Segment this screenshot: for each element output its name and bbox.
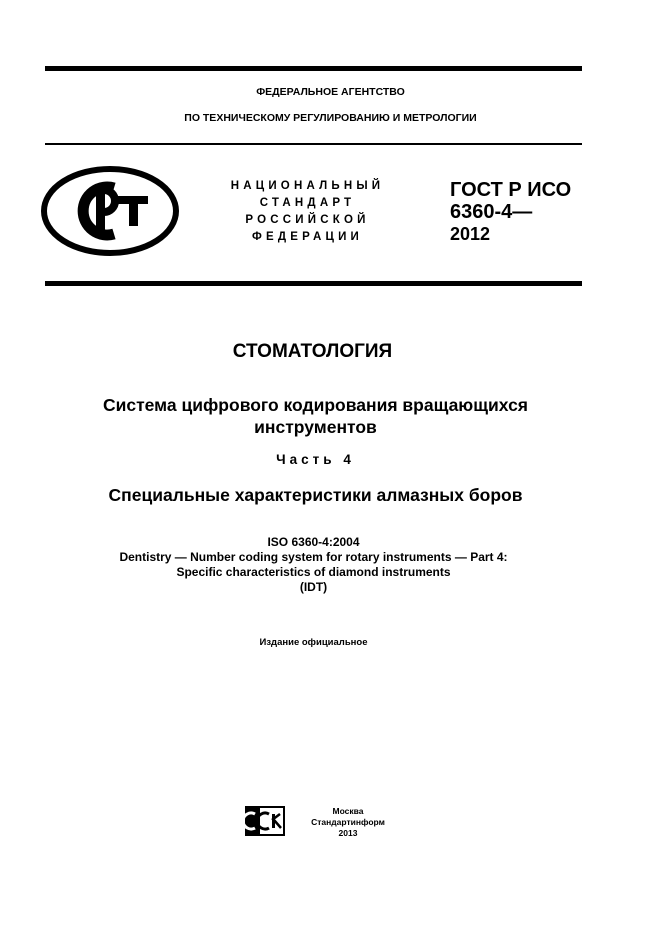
iso-title-line-1: Dentistry — Number coding system for rotary instruments — Part 4: [119, 550, 508, 564]
national-line: НАЦИОНАЛЬНЫЙ [230, 180, 385, 192]
iso-number: ISO 6360-4:2004 [267, 535, 360, 549]
designation-line-1: ГОСТ Р ИСО [450, 179, 572, 201]
part-label: Часть 4 [276, 452, 355, 467]
national-line: РОССИЙСКОЙ [245, 214, 370, 226]
agency-line-1: ФЕДЕРАЛЬНОЕ АГЕНТСТВО [256, 86, 405, 98]
national-standard-block [205, 178, 410, 246]
part-title: Специальные характеристики алмазных боров [108, 485, 523, 505]
top-rule [45, 66, 582, 71]
designation-line-3: 2012 [450, 224, 491, 244]
standard-designation [450, 179, 571, 245]
title-rule [45, 281, 582, 286]
subtitle-line-1: Система цифрового кодирования вращающихся [102, 395, 529, 415]
agency-line-2: ПО ТЕХНИЧЕСКОМУ РЕГУЛИРОВАНИЮ И МЕТРОЛОГИИ [184, 112, 477, 124]
rst-mark-icon [40, 166, 180, 256]
publisher-info [298, 806, 398, 839]
national-line: ФЕДЕРАЦИИ [251, 231, 364, 243]
page-title: СТОМАТОЛОГИЯ [232, 341, 393, 362]
iso-idt: (IDT) [299, 580, 328, 594]
publisher-name: Стандартинформ [311, 817, 385, 827]
iso-title-line-2: Specific characteristics of diamond instruments [176, 565, 451, 579]
designation-line-2: 6360-4— [450, 201, 533, 223]
edition-label: Издание официальное [259, 637, 368, 648]
header-divider [45, 143, 582, 145]
subtitle-line-2: инструментов [254, 417, 377, 437]
publisher-city: Москва [332, 806, 364, 816]
standartinform-logo-icon [245, 806, 285, 836]
subtitle [0, 394, 646, 438]
iso-reference [0, 535, 644, 595]
publisher-year: 2013 [338, 828, 358, 838]
national-line: СТАНДАРТ [259, 197, 356, 209]
